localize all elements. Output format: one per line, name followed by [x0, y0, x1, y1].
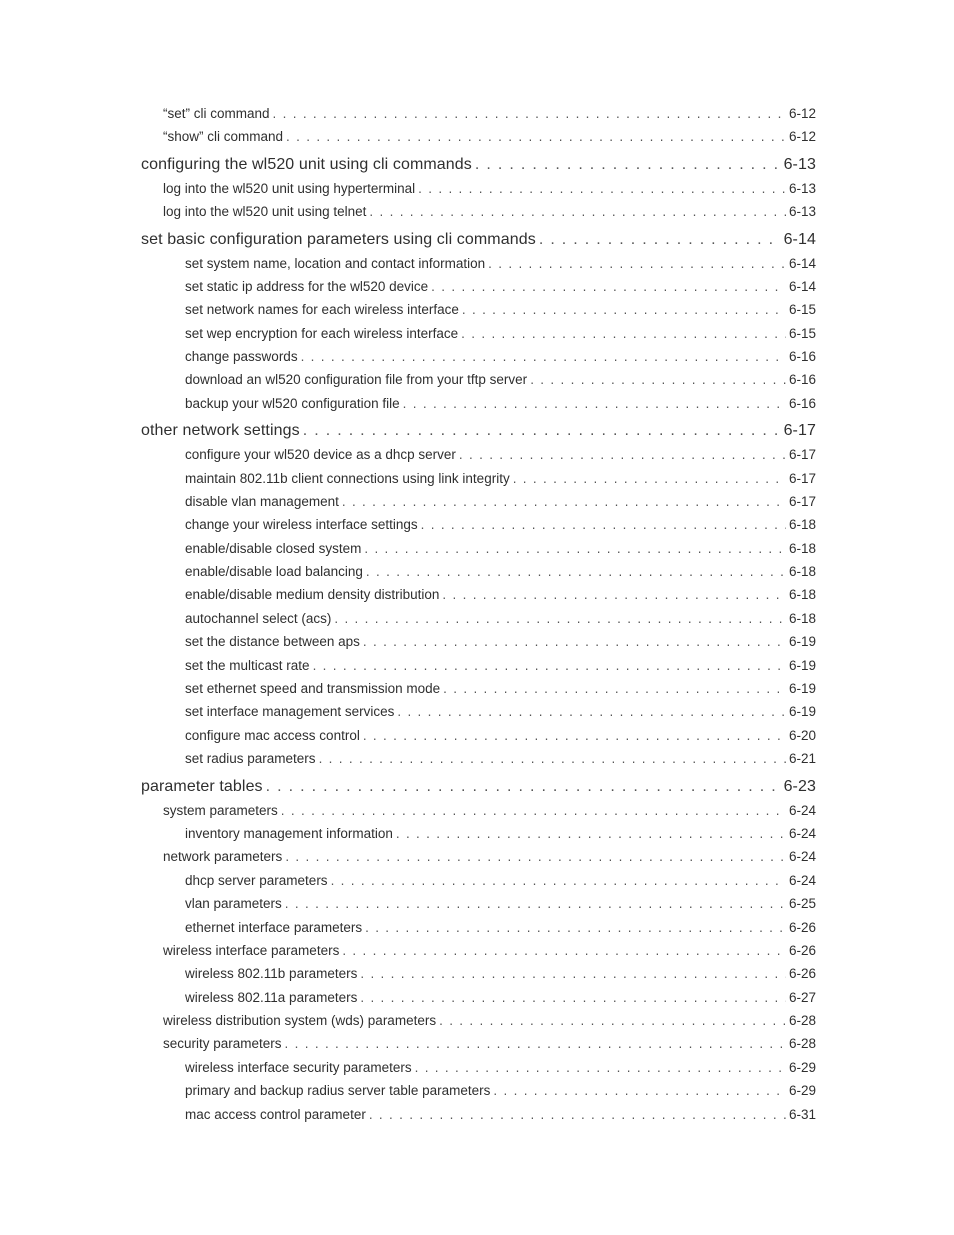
toc-entry[interactable]	[185, 1083, 816, 1098]
toc-entry-page-number: 6-18	[788, 587, 816, 602]
toc-entry-title: autochannel select (acs)	[185, 611, 332, 626]
dot-leader	[459, 447, 786, 462]
toc-entry[interactable]	[185, 634, 816, 649]
toc-entry[interactable]	[185, 541, 816, 556]
dot-leader	[303, 422, 781, 440]
toc-entry-title: set basic configuration parameters using cli commands	[141, 231, 536, 248]
toc-entry-title: maintain 802.11b client connections using link integrity	[185, 471, 510, 486]
toc-entry-title: download an wl520 configuration file from your tftp server	[185, 372, 528, 387]
dot-leader	[396, 826, 786, 841]
toc-entry-page-number: 6-18	[788, 611, 816, 626]
toc-entry-title: dhcp server parameters	[185, 873, 328, 888]
toc-entry-title: security parameters	[163, 1036, 282, 1051]
toc-entry-title: inventory management information	[185, 826, 393, 841]
toc-entry-title: other network settings	[141, 422, 300, 439]
toc-entry-page-number: 6-31	[788, 1107, 816, 1122]
toc-entry-page-number: 6-24	[788, 826, 816, 841]
toc-entry[interactable]	[185, 704, 816, 719]
toc-entry[interactable]	[185, 873, 816, 888]
dot-leader	[397, 704, 786, 719]
toc-entry-title: wireless interface parameters	[163, 943, 340, 958]
toc-entry-title: wireless interface security parameters	[185, 1060, 412, 1075]
toc-entry-page-number: 6-16	[788, 349, 816, 364]
toc-entry-title: set the multicast rate	[185, 658, 310, 673]
toc-entry-page-number: 6-17	[788, 471, 816, 486]
toc-entry-page-number: 6-26	[788, 943, 816, 958]
dot-leader	[313, 658, 786, 673]
toc-entry-title: wireless 802.11a parameters	[185, 990, 358, 1005]
dot-leader	[431, 279, 786, 294]
toc-entry-page-number: 6-18	[788, 541, 816, 556]
toc-entry-title: set the distance between aps	[185, 634, 360, 649]
toc-entry-page-number: 6-25	[788, 896, 816, 911]
dot-leader	[281, 803, 786, 818]
toc-entry-title: parameter tables	[141, 778, 263, 795]
toc-entry[interactable]	[185, 966, 816, 981]
dot-leader	[285, 849, 786, 864]
toc-entry[interactable]	[163, 106, 816, 121]
toc-entry[interactable]	[163, 1036, 816, 1051]
toc-entry-title: configure your wl520 device as a dhcp server	[185, 447, 456, 462]
dot-leader	[342, 494, 786, 509]
dot-leader	[415, 1060, 786, 1075]
toc-entry-page-number: 6-19	[788, 704, 816, 719]
toc-entry-page-number: 6-13	[788, 204, 816, 219]
toc-entry-page-number: 6-28	[788, 1036, 816, 1051]
dot-leader	[301, 349, 786, 364]
toc-entry-page-number: 6-26	[788, 966, 816, 981]
toc-entry-title: set static ip address for the wl520 device	[185, 279, 429, 294]
toc-entry-page-number: 6-24	[788, 873, 816, 888]
toc-entry[interactable]	[185, 372, 816, 387]
toc-entry[interactable]	[185, 517, 816, 532]
dot-leader	[360, 966, 786, 981]
toc-entry-page-number: 6-28	[788, 1013, 816, 1028]
dot-leader	[360, 990, 786, 1005]
dot-leader	[369, 204, 786, 219]
toc-entry-page-number: 6-27	[788, 990, 816, 1005]
dot-leader	[421, 517, 786, 532]
toc-entry-page-number: 6-15	[788, 302, 816, 317]
toc-entry[interactable]	[185, 256, 816, 271]
toc-entry-page-number: 6-16	[788, 396, 816, 411]
toc-entry-title: configure mac access control	[185, 728, 360, 743]
toc-entry-title: network parameters	[163, 849, 283, 864]
toc-entry[interactable]	[185, 681, 816, 696]
dot-leader	[403, 396, 786, 411]
dot-leader	[364, 541, 786, 556]
toc-entry[interactable]	[141, 778, 816, 796]
toc-entry-title: change your wireless interface settings	[185, 517, 418, 532]
dot-leader	[369, 1107, 786, 1122]
toc-entry-page-number: 6-14	[788, 256, 816, 271]
toc-entry-page-number: 6-23	[783, 778, 816, 795]
dot-leader	[365, 920, 786, 935]
toc-entry-page-number: 6-26	[788, 920, 816, 935]
toc-entry-title: “set” cli command	[163, 106, 270, 121]
toc-entry-page-number: 6-21	[788, 751, 816, 766]
toc-entry-page-number: 6-13	[788, 181, 816, 196]
toc-entry-title: set radius parameters	[185, 751, 316, 766]
toc-entry-page-number: 6-19	[788, 634, 816, 649]
toc-entry-title: enable/disable medium density distribution	[185, 587, 440, 602]
toc-entry[interactable]	[163, 849, 816, 864]
toc-entry-page-number: 6-20	[788, 728, 816, 743]
toc-entry-title: set ethernet speed and transmission mode	[185, 681, 441, 696]
toc-entry-page-number: 6-17	[788, 494, 816, 509]
toc-entry[interactable]	[185, 587, 816, 602]
toc-entry-title: set interface management services	[185, 704, 395, 719]
toc-entry[interactable]	[185, 279, 816, 294]
toc-entry[interactable]	[185, 728, 816, 743]
toc-entry-page-number: 6-14	[788, 279, 816, 294]
toc-entry-title: set network names for each wireless interface	[185, 302, 459, 317]
toc-entry-title: enable/disable closed system	[185, 541, 362, 556]
toc-entry-title: disable vlan management	[185, 494, 339, 509]
toc-entry-page-number: 6-19	[788, 658, 816, 673]
toc-entry[interactable]	[163, 1013, 816, 1028]
toc-entry[interactable]	[185, 1107, 816, 1122]
toc-entry[interactable]	[185, 896, 816, 911]
toc-entry[interactable]	[185, 349, 816, 364]
dot-leader	[266, 778, 781, 796]
toc-entry-page-number: 6-29	[788, 1060, 816, 1075]
toc-entry-page-number: 6-29	[788, 1083, 816, 1098]
toc-entry-page-number: 6-15	[788, 326, 816, 341]
dot-leader	[488, 256, 786, 271]
dot-leader	[285, 896, 786, 911]
dot-leader	[285, 1036, 786, 1051]
toc-entry-title: log into the wl520 unit using telnet	[163, 204, 367, 219]
toc-entry-page-number: 6-18	[788, 564, 816, 579]
dot-leader	[493, 1083, 786, 1098]
toc-entry[interactable]	[185, 494, 816, 509]
toc-entry[interactable]	[185, 611, 816, 626]
dot-leader	[539, 231, 781, 249]
toc-entry-page-number: 6-17	[788, 447, 816, 462]
dot-leader	[439, 1013, 786, 1028]
toc-entry-page-number: 6-12	[788, 129, 816, 144]
toc-entry-title: backup your wl520 configuration file	[185, 396, 400, 411]
toc-entry[interactable]	[185, 471, 816, 486]
dot-leader	[530, 372, 786, 387]
toc-entry-title: wireless distribution system (wds) parameters	[163, 1013, 437, 1028]
dot-leader	[475, 156, 781, 174]
dot-leader	[334, 611, 786, 626]
dot-leader	[319, 751, 786, 766]
toc-entry[interactable]	[185, 447, 816, 462]
toc-entry-title: vlan parameters	[185, 896, 282, 911]
toc-entry-title: change passwords	[185, 349, 298, 364]
toc-entry-title: log into the wl520 unit using hyperterminal	[163, 181, 416, 196]
toc-entry[interactable]	[163, 204, 816, 219]
toc-entry[interactable]	[185, 826, 816, 841]
dot-leader	[462, 302, 786, 317]
dot-leader	[461, 326, 786, 341]
toc-entry-title: enable/disable load balancing	[185, 564, 363, 579]
dot-leader	[363, 634, 786, 649]
toc-entry-page-number: 6-17	[783, 422, 816, 439]
toc-entry-title: primary and backup radius server table parameters	[185, 1083, 491, 1098]
toc-entry-page-number: 6-13	[783, 156, 816, 173]
toc-entry-title: set wep encryption for each wireless interface	[185, 326, 459, 341]
toc-entry-title: system parameters	[163, 803, 278, 818]
dot-leader	[513, 471, 786, 486]
toc-entry-title: ethernet interface parameters	[185, 920, 363, 935]
toc-entry-page-number: 6-18	[788, 517, 816, 532]
toc-entry[interactable]	[185, 658, 816, 673]
toc-entry[interactable]	[185, 751, 816, 766]
dot-leader	[363, 728, 786, 743]
toc-entry[interactable]	[141, 422, 816, 440]
toc-entry-page-number: 6-24	[788, 803, 816, 818]
toc-entry[interactable]	[185, 396, 816, 411]
toc-entry[interactable]	[163, 803, 816, 818]
toc-entry[interactable]	[163, 943, 816, 958]
toc-entry[interactable]	[163, 129, 816, 144]
toc-entry[interactable]	[141, 156, 816, 174]
toc-entry[interactable]	[141, 231, 816, 249]
toc-entry-page-number: 6-16	[788, 372, 816, 387]
dot-leader	[331, 873, 786, 888]
toc-entry-page-number: 6-12	[788, 106, 816, 121]
toc-entry-title: “show” cli command	[163, 129, 284, 144]
dot-leader	[273, 106, 786, 121]
toc-entry-title: mac access control parameter	[185, 1107, 366, 1122]
toc-entry-page-number: 6-24	[788, 849, 816, 864]
toc-entry[interactable]	[185, 302, 816, 317]
toc-entry[interactable]	[163, 181, 816, 196]
toc-entry-page-number: 6-19	[788, 681, 816, 696]
dot-leader	[286, 129, 786, 144]
toc-entry-page-number: 6-14	[783, 231, 816, 248]
toc-entry[interactable]	[185, 920, 816, 935]
toc-entry-title: wireless 802.11b parameters	[185, 966, 358, 981]
toc-entry-title: configuring the wl520 unit using cli commands	[141, 156, 472, 173]
toc-entry[interactable]	[185, 1060, 816, 1075]
toc-entry[interactable]	[185, 990, 816, 1005]
toc-entry-title: set system name, location and contact information	[185, 256, 486, 271]
dot-leader	[366, 564, 786, 579]
toc-entry[interactable]	[185, 326, 816, 341]
dot-leader	[342, 943, 786, 958]
dot-leader	[443, 681, 786, 696]
dot-leader	[418, 181, 786, 196]
toc-entry[interactable]	[185, 564, 816, 579]
dot-leader	[442, 587, 786, 602]
